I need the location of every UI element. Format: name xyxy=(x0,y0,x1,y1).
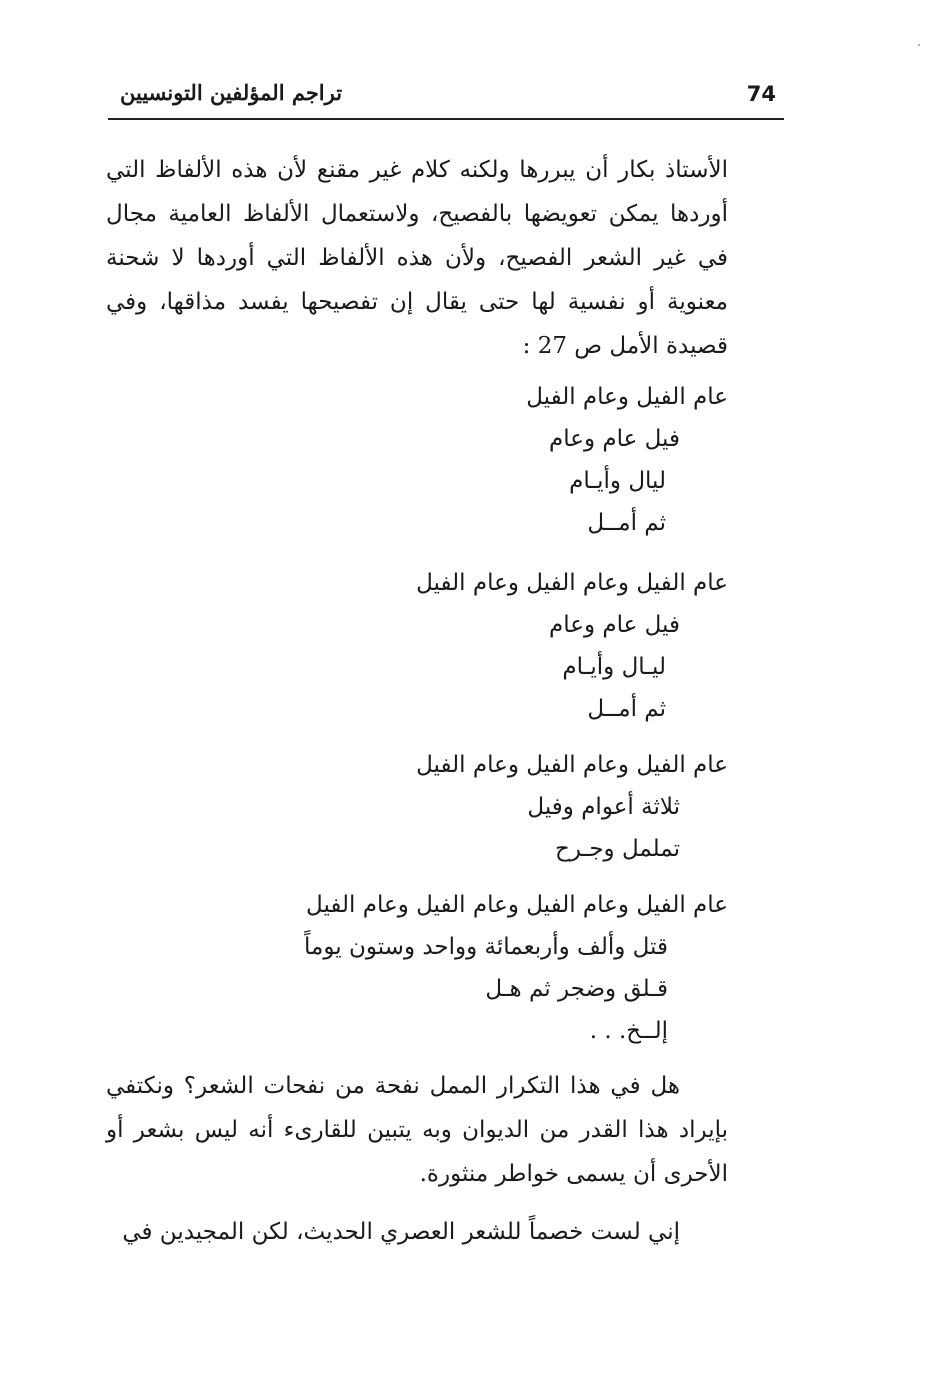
poem-line: قـلق وضجر ثم هـل xyxy=(485,976,668,1002)
poem-stanza-1 xyxy=(526,376,728,544)
poem-line: قتل وألف وأربعمائة وواحد وستون يوماً xyxy=(304,934,668,960)
poem-line: ثم أمــل xyxy=(587,696,666,722)
poem-line: عام الفيل وعام الفيل وعام الفيل xyxy=(416,752,728,778)
margin-speck xyxy=(918,44,920,46)
comment-paragraph: هل في هذا التكرار الممل نفحة من نفحات الشعر؟ ونكتفي بإيراد هذا القدر من الديوان وبه يتبين للقارىء أنه ليس بشعر أو الأحرى أن يسمى خواطر منثورة. xyxy=(106,1073,728,1187)
poem-line: عام الفيل وعام الفيل xyxy=(526,384,728,410)
poem-stanza-2 xyxy=(416,562,728,730)
poem-line: فيل عام وعام xyxy=(548,426,680,452)
poem-line: فيل عام وعام xyxy=(548,612,680,638)
poem-line: عام الفيل وعام الفيل وعام الفيل وعام الفيل xyxy=(306,892,728,918)
poem-line: عام الفيل وعام الفيل وعام الفيل xyxy=(416,570,728,596)
running-title: تراجم المؤلفين التونسيين xyxy=(120,80,343,105)
poem-line: ليال وأيـام xyxy=(569,468,666,494)
poem-line: ثم أمــل xyxy=(587,510,666,536)
poem-line: إلــخ. . . xyxy=(589,1018,668,1044)
page-header xyxy=(108,78,784,120)
poem-line: ثلاثة أعوام وفيل xyxy=(527,794,680,820)
intro-paragraph: الأستاذ بكار أن يبررها ولكنه كلام غير مقنع لأن هذه الألفاظ التي أوردها يمكن تعويضها بالفصيح، ولاستعمال الألفاظ العامية مجال في غير الشعر الفصيح، ولأن هذه الألفاظ التي أوردها لا شحنة معنوية أو نفسية لها حتى يقال إن تفصيحها يفسد مذاقها، وفي قصيدة الأمل ص 27 : xyxy=(106,157,728,359)
final-paragraph: إني لست خصماً للشعر العصري الحديث، لكن المجيدين في xyxy=(122,1219,680,1245)
poem-stanza-4 xyxy=(304,884,728,1052)
poem-line: تململ وجـرح xyxy=(555,836,680,862)
poem-stanza-3 xyxy=(416,744,728,870)
page-number: 74 xyxy=(746,82,776,106)
poem-line: ليـال وأيـام xyxy=(562,654,666,680)
